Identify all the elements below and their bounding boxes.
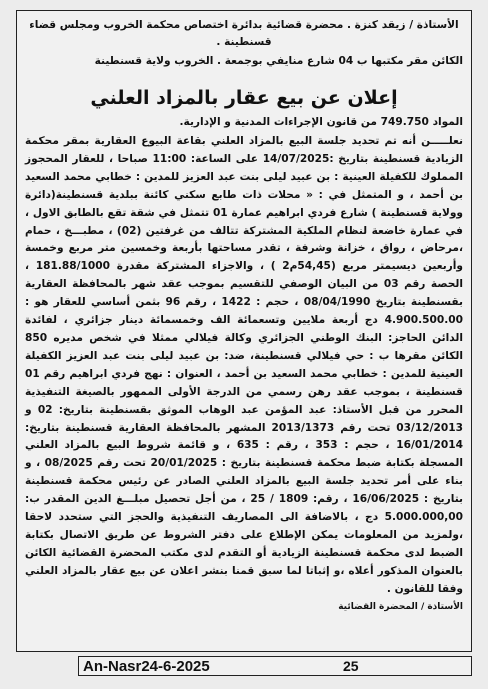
legal-notice-box [16, 10, 472, 652]
signature-line: الأستاذة / المحضرة القضائية [338, 601, 463, 612]
legal-reference: المواد 749.750 من قانون الإجراءات المدنية و الإدارية. [179, 116, 463, 128]
page-footer [78, 656, 472, 676]
office-address: الكائن مقر مكتبها ب 04 شارع منايفي بوجمعة . الخروب ولاية قسنطينة [94, 55, 463, 67]
bailiff-header: الأستاذة / زيقد كنزة . محضرة قضائية بدائرة اختصاص محكمة الخروب ومجلس قضاء قسنطينة . [29, 19, 459, 48]
page-number: 25 [343, 658, 359, 674]
notice-body: نعلـــــن أنه تم تحديد جلسة البيع بالمزاد العلني بقاعة البيوع العقارية بمقر محكمة الزيادية قسنطينة بتاريخ :14/07/2025 على الساعة: 11:00 صباحا ، للعقار المحجوز المملوك للكفيلة العينية : بن عبيد ليلى بنت عبد العزيز للمدين : خطابي محمد السعيد بن أحمد ، و المتمثل في : « محلات ذات طابع سكني كائنة ببلدية قسنطينة(دائرة وولاية قسنطينة ) شارع فردي ابراهيم عمارة 01 تتمثل في شقة تقع بالطابق الاول ، في عمارة خاضعة لنظام الملكية المشتركة تتالف من غرفتين (02) ، مطبـــخ ، حمام ،مرحاض ، رواق ، خزانة وشرفة ، تقدر مساحتها بأربعة وخمسين متر مربع وخمسة وأربعين ديسيمتر مربع (54,45م2 ) ، والاجزاء المشتركة مقدرة 181.88/1000 ، الحصة رقم 03 من البيان الوصفي للتقسيم بموجب عقد شهر بالمحافظة العقارية بقسنطينة بتاريخ 08/04/1990 ، حجم : 1422 ، رقم 96 بثمن أساسي للعقار هو : 4.900.500.00 دج أربعة ملايين وتسعمائة الف وخمسمائة دينار جزائري ، لفائدة الدائن الحاجز: البنك الوطني الجزائري وكالة فيلالي ممثلا في شخص مديره 850 الكائن مقرها ب : حي فيلالي قسنطينة، ضد: بن عبيد ليلى بنت عبد العزيز الكفيلة العينية للمدين : خطابي محمد السعيد بن أحمد ، العنوان : نهج فردي ابراهيم رقم 01 قسنطينة ، بموجب عقد رهن رسمي من الدرجة الأولى الممهور بالصيغة التنفيذية المحرر من قبل الأستاذ: عبد المؤمن عبد الوهاب الموثق بقسنطينة بتاريخ: 02 و 03/12/2013 تحت رقم 2013/1373 المشهر بالمحافظة العقارية قسنطينة بتاريخ: 16/01/2014 ، حجم : 353 ، رقم : 635 ، و قائمة شروط البيع بالمزاد العلني المسجلة بكتابة ضبط محكمة قسنطينة بتاريخ : 20/01/2025 تحت رقم 08/2025 ، و بناء على أمر تحديد جلسة البيع بالمزاد العلني الصادر عن رئيس محكمة قسنطينة بتاريخ : 16/06/2025 ، رقم: 1809 / 25 ، من أجل تحصيل مبلـــغ الدين المقدر ب: 5.000.000,00 دج ، بالاضافة الى المصاريف التنفيذية والحجز التي ستحدد لاحقا ،ولمزيد من المعلومات يمكن الإطلاع على دفتر الشروط عن طريق الاتصال بكتابة الضبط لدى محكمة قسنطينة الزيادية أو التقدم لدى مكتب المحضرة القضائية الكائن بالعنوان المذكور أعلاه ،و إثباتا لما سبق قمنا بنشر اعلان عن بيع عقار بالمزاد العلني وفقا للقانون . [25, 135, 464, 595]
notice-title: إعلان عن بيع عقار بالمزاد العلني [90, 87, 398, 109]
newspaper-name-date: An-Nasr24-6-2025 [83, 658, 210, 675]
